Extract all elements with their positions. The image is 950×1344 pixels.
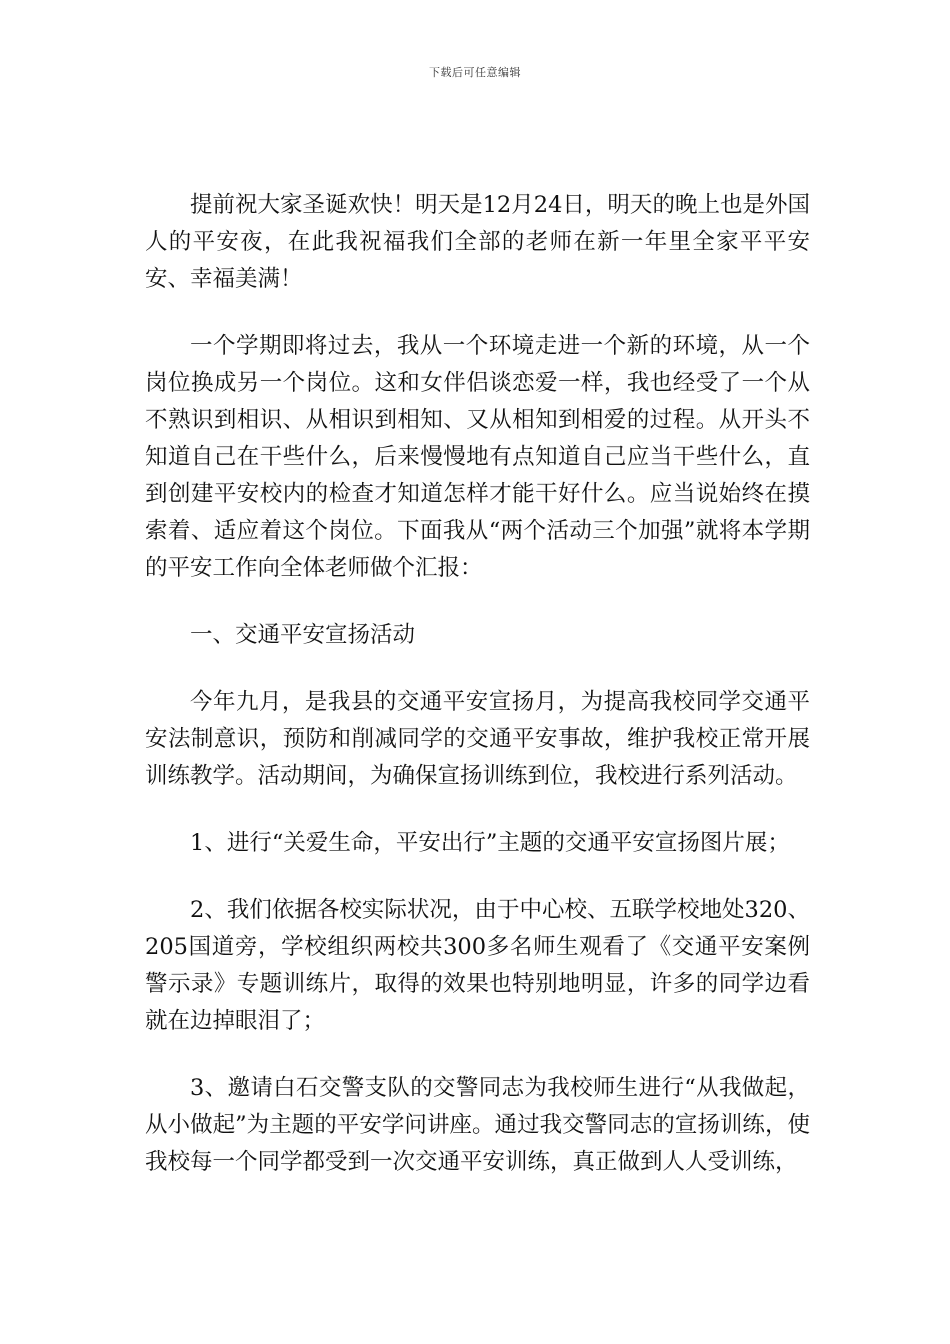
list-item-3: 3、邀请白石交警支队的交警同志为我校师生进行“从我做起，从小做起”为主题的平安学问讲座。通过我交警同志的宣扬训练，使我校每一个同学都受到一次交通平安训练，真正做到人人受训练， xyxy=(145,1075,810,1175)
section-heading-traffic-safety: 一、交通平安宣扬活动 xyxy=(190,622,416,648)
list-item-2: 2、我们依据各校实际状况，由于中心校、五联学校地处320、205国道旁，学校组织两校共300多名师生观看了《交通平安案例警示录》专题训练片，取得的效果也特别地明显，许多的同学边看就在边掉眼泪了； xyxy=(145,897,810,1034)
page-header: 下载后可任意编辑 xyxy=(429,66,521,79)
paragraph-greeting: 提前祝大家圣诞欢快！明天是12月24日，明天的晚上也是外国人的平安夜，在此我祝福我们全部的老师在新一年里全家平平安安、幸福美满！ xyxy=(145,192,810,292)
paragraph-september: 今年九月，是我县的交通平安宣扬月，为提高我校同学交通平安法制意识，预防和削减同学的交通平安事故，维护我校正常开展训练教学。活动期间，为确保宣扬训练到位，我校进行系列活动。 xyxy=(145,689,810,789)
document-body xyxy=(145,187,810,1211)
paragraph-intro: 一个学期即将过去，我从一个环境走进一个新的环境，从一个岗位换成另一个岗位。这和女伴侣谈恋爱一样，我也经受了一个从不熟识到相识、从相识到相知、又从相知到相爱的过程。从开头不知道自己在干些什么，后来慢慢地有点知道自己应当干些什么，直到创建平安校内的检查才知道怎样才能干好什么。应当说始终在摸索着、适应着这个岗位。下面我从“两个活动三个加强”就将本学期的平安工作向全体老师做个汇报： xyxy=(145,333,810,581)
list-item-1: 1、进行“关爱生命，平安出行”主题的交通平安宣扬图片展； xyxy=(190,830,790,856)
